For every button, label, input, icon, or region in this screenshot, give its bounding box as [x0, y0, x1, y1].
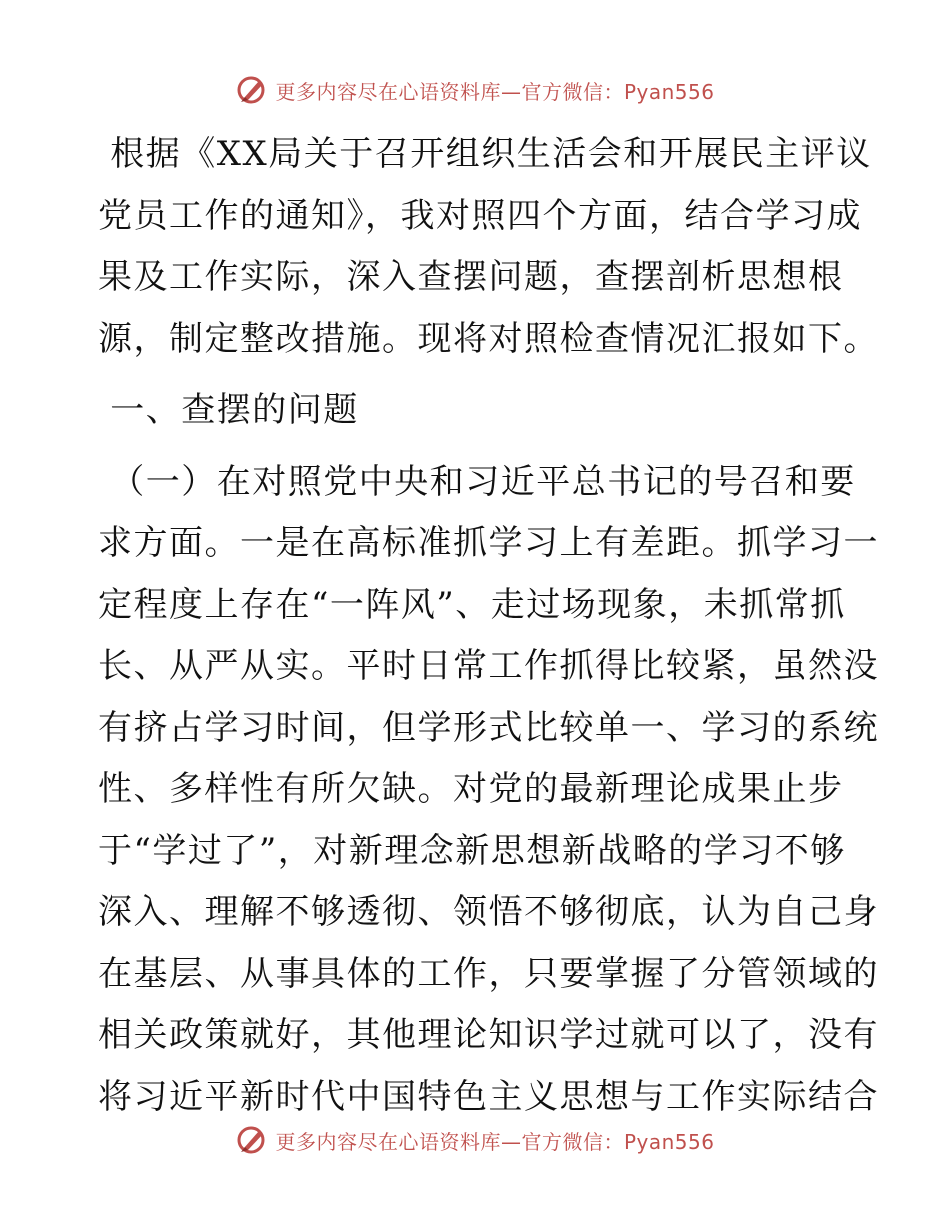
body-line: 求方面。一是在高标准抓学习上有差距。抓学习一: [98, 523, 879, 563]
body-line: 定程度上存在“一阵风”、走过场现象，未抓常抓: [98, 584, 846, 625]
body-line: 性、多样性有所欠缺。对党的最新理论成果止步: [98, 769, 844, 809]
intro-line: 党员工作的通知》，我对照四个方面，结合学习成: [98, 195, 862, 236]
footer-banner: [0, 1120, 950, 1160]
body-line: 相关政策就好，其他理论知识学过就可以了，没有: [98, 1015, 879, 1055]
body-line: 深入、理解不够透彻、领悟不够彻底，认为自己身: [98, 892, 879, 932]
document-body: [98, 124, 879, 1128]
header-banner: [0, 70, 950, 110]
body-line: 将习近平新时代中国特色主义思想与工作实际结合: [98, 1076, 879, 1117]
ribbon-pen-logo-icon: [235, 1123, 269, 1157]
ribbon-pen-logo-icon: [235, 73, 269, 107]
section-heading: 一、查摆的问题: [98, 390, 359, 430]
body-line: 于“学过了”，对新理念新思想新战略的学习不够: [98, 830, 846, 871]
body-line: 在基层、从事具体的工作，只要掌握了分管领域的: [98, 953, 879, 994]
footer-banner-text: 更多内容尽在心语资料库—官方微信：Pyan556: [275, 1129, 715, 1154]
intro-line: 果及工作实际，深入查摆问题，查摆剖析思想根: [98, 257, 844, 297]
intro-line: 源，制定整改措施。现将对照检查情况汇报如下。: [98, 318, 879, 359]
header-banner-text: 更多内容尽在心语资料库—官方微信：Pyan556: [275, 79, 715, 104]
body-line: 长、从严从实。平时日常工作抓得比较紧，虽然没: [98, 646, 879, 686]
intro-line: 根据《XX局关于召开组织生活会和开展民主评议: [98, 134, 872, 174]
body-line: 有挤占学习时间，但学形式比较单一、学习的系统: [98, 707, 879, 748]
body-line: （一）在对照党中央和习近平总书记的号召和要: [98, 461, 856, 502]
